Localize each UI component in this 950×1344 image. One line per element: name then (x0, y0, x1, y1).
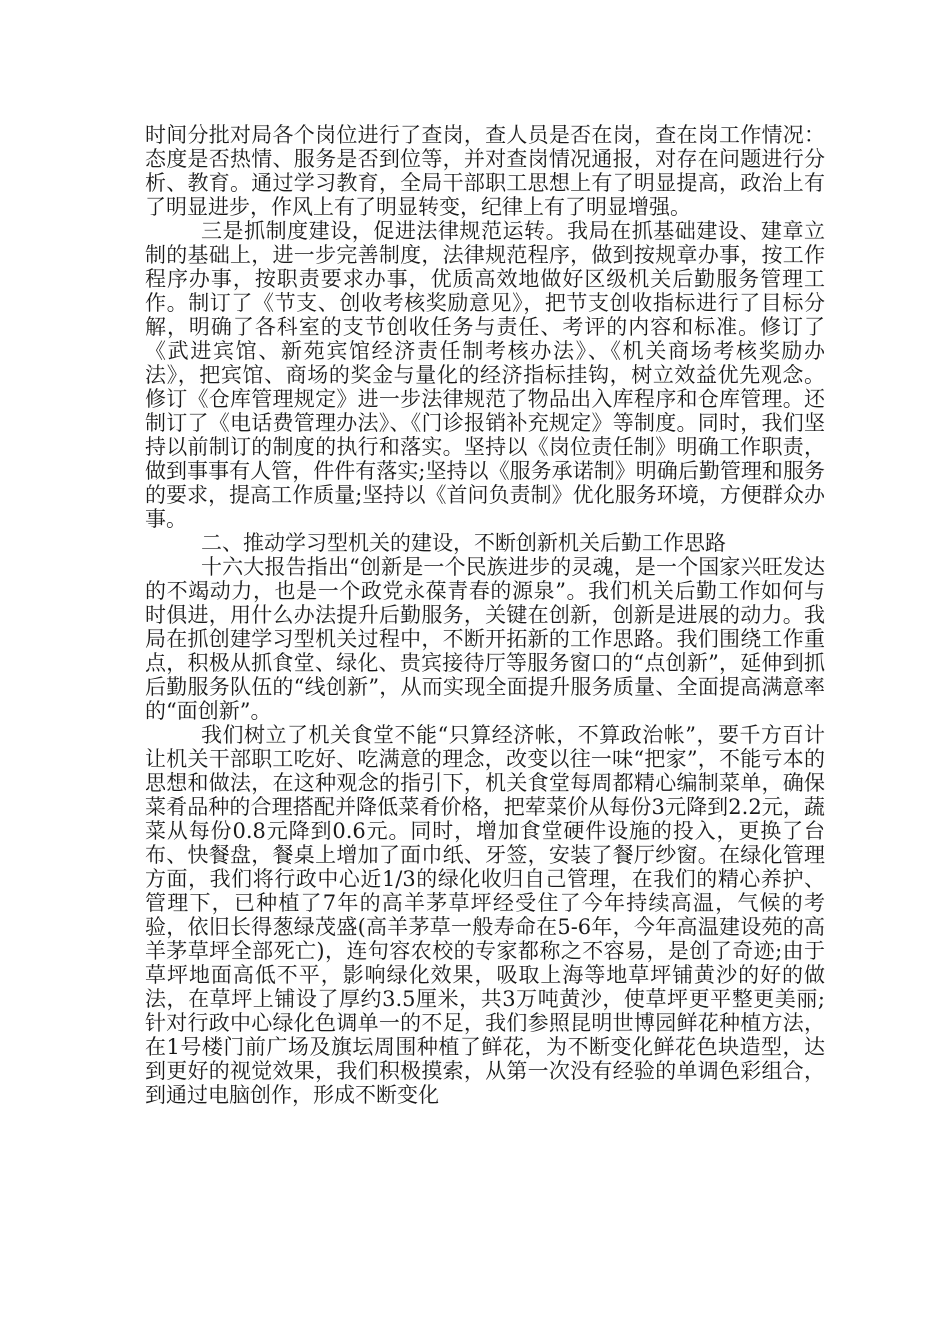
paragraph-2: 三是抓制度建设，促进法律规范运转。我局在抓基础建设、建章立制的基础上，进一步完善制度，法律规范程序，做到按规章办事，按工作程序办事，按职责要求办事，优质高效地做好区级机关后勤服务管理工作。制订了《节支、创收考核奖励意见》，把节支创收指标进行了目标分解，明确了各科室的支节创收任务与责任、考评的内容和标准。修订了《武进宾馆、新苑宾馆经济责任制考核办法》、《机关商场考核奖励办法》，把宾馆、商场的奖金与量化的经济指标挂钩，树立效益优先观念。修订《仓库管理规定》进一步法律规范了物品出入库程序和仓库管理。还制订了《电话费管理办法》、《门诊报销补充规定》等制度。同时，我们坚持以前制订的制度的执行和落实。坚持以《岗位责任制》明确工作职责，做到事事有人管，件件有落实;坚持以《服务承诺制》明确后勤管理和服务的要求，提高工作质量;坚持以《首问负责制》优化服务环境，方便群众办事。 (145, 219, 825, 531)
paragraph-3: 十六大报告指出“创新是一个民族进步的灵魂，是一个国家兴旺发达的不竭动力，也是一个政党永葆青春的源泉”。我们机关后勤工作如何与时俱进，用什么办法提升后勤服务，关键在创新，创新是进展的动力。我局在抓创建学习型机关过程中，不断开拓新的工作思路。我们围绕工作重点，积极从抓食堂、绿化、贵宾接待厅等服务窗口的“点创新”，延伸到抓后勤服务队伍的“线创新”，从而实现全面提升服务质量、全面提高满意率的“面创新”。 (145, 555, 825, 723)
section-heading: 二、推动学习型机关的建设，不断创新机关后勤工作思路 (201, 531, 726, 555)
paragraph-1: 时间分批对局各个岗位进行了查岗，查人员是否在岗，查在岗工作情况：态度是否热情、服务是否到位等，并对查岗情况通报，对存在问题进行分析、教育。通过学习教育，全局干部职工思想上有了明显提高，政治上有了明显进步，作风上有了明显转变，纪律上有了明显增强。 (145, 123, 825, 219)
paragraph-4: 我们树立了机关食堂不能“只算经济帐，不算政治帐”，要千方百计让机关干部职工吃好、吃满意的理念，改变以往一味“把家”，不能亏本的思想和做法，在这种观念的指引下，机关食堂每周都精心编制菜单，确保菜肴品种的合理搭配并降低菜肴价格，把荤菜价从每份3元降到2.2元，蔬菜从每份0.8元降到0.6元。同时，增加食堂硬件设施的投入，更换了台布、快餐盘，餐桌上增加了面巾纸、牙签，安装了餐厅纱窗。在绿化管理方面，我们将行政中心近1/3的绿化收归自己管理，在我们的精心养护、管理下，已种植了7年的高羊茅草坪经受住了今年持续高温，气候的考验，依旧长得葱绿茂盛(高羊茅草一般寿命在5-6年，今年高温建设苑的高羊茅草坪全部死亡)，连句容农校的专家都称之不容易，是创了奇迹;由于草坪地面高低不平，影响绿化效果，吸取上海等地草坪铺黄沙的好的做法，在草坪上铺设了厚约3.5厘米，共3万吨黄沙，使草坪更平整更美丽;针对行政中心绿化色调单一的不足，我们参照昆明世博园鲜花种植方法，在1号楼门前广场及旗坛周围种植了鲜花，为不断变化鲜花色块造型，达到更好的视觉效果，我们积极摸索，从第一次没有经验的单调色彩组合，到通过电脑创作，形成不断变化 (145, 723, 825, 1107)
document-body (145, 123, 825, 1107)
